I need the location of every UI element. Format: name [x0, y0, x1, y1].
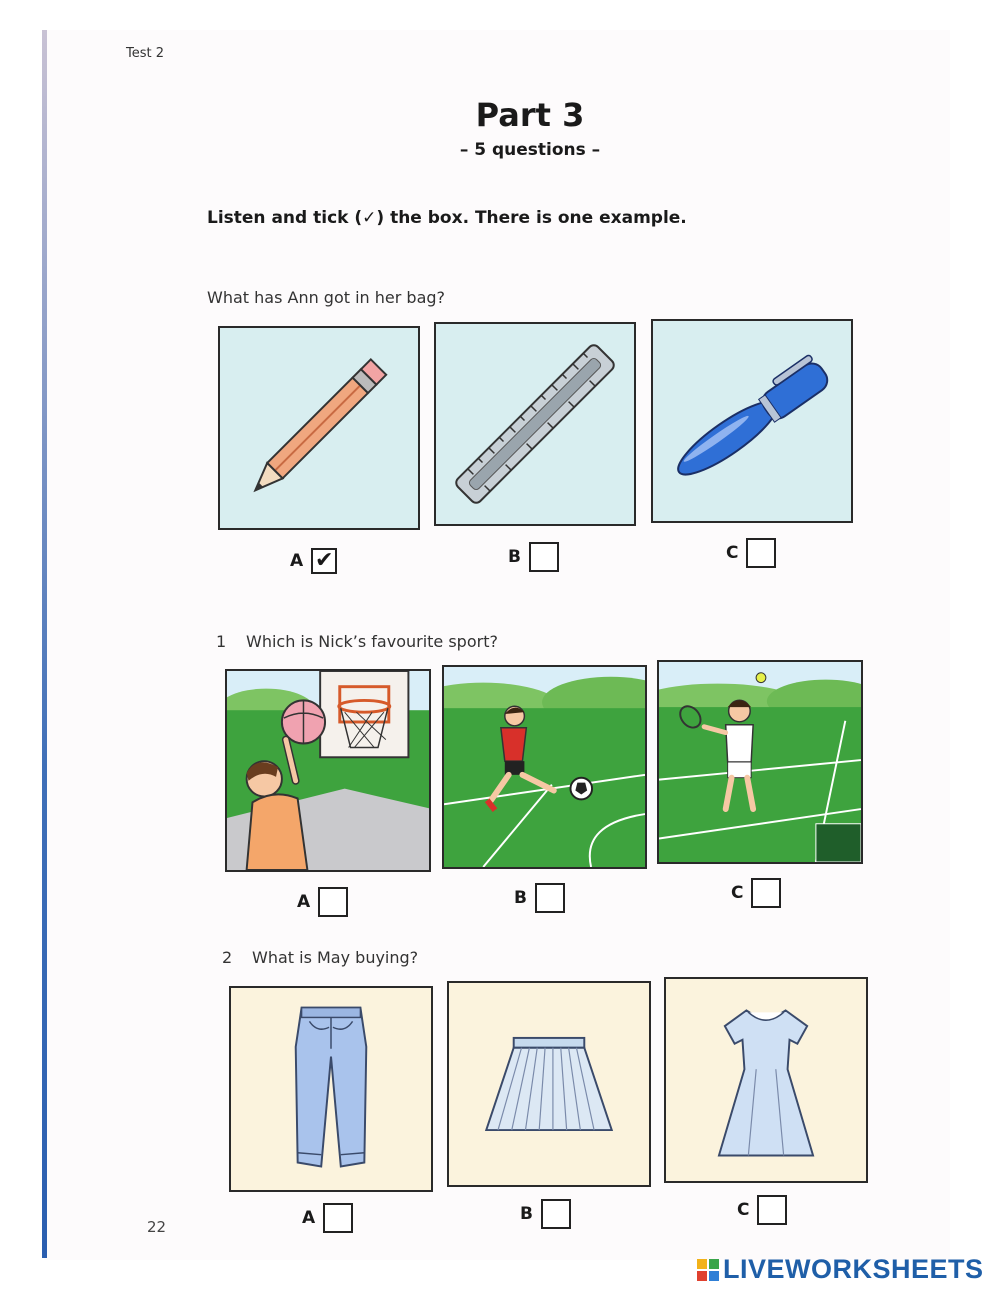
page-number: 22: [147, 1218, 167, 1236]
tick-box[interactable]: [751, 878, 781, 908]
option-a-choice: [290, 548, 337, 574]
ruler-icon: [436, 324, 634, 524]
skirt-icon: [449, 983, 649, 1185]
option-b-choice: [520, 1199, 571, 1229]
option-c-choice: [726, 538, 776, 568]
option-letter: B: [508, 547, 521, 567]
question-number: 1: [216, 632, 227, 651]
page-subtitle: – 5 questions –: [459, 140, 601, 160]
brand-name: LIVEWORKSHEETS: [723, 1254, 984, 1284]
option-letter: C: [731, 883, 744, 903]
dress-icon: [666, 979, 866, 1181]
liveworksheets-icon: [697, 1259, 719, 1281]
example-question: What has Ann got in her bag?: [207, 288, 446, 307]
option-b-picture[interactable]: [442, 665, 647, 869]
tick-box[interactable]: [541, 1199, 571, 1229]
option-letter: C: [726, 543, 739, 563]
tennis-icon: [659, 662, 861, 862]
option-b-picture[interactable]: [434, 322, 636, 526]
option-a-choice: [302, 1203, 353, 1233]
option-a-choice: [297, 887, 348, 917]
option-a-picture[interactable]: [225, 669, 431, 872]
basketball-icon: [227, 671, 429, 870]
option-b-choice: [514, 883, 565, 913]
tick-box[interactable]: [323, 1203, 353, 1233]
tick-box[interactable]: [746, 538, 776, 568]
football-icon: [444, 667, 645, 867]
question-text: Which is Nick’s favourite sport?: [246, 632, 498, 651]
tick-box[interactable]: [311, 548, 337, 574]
option-c-picture[interactable]: [657, 660, 863, 864]
tick-mark-icon: ✔: [314, 548, 334, 573]
question-text: What is May buying?: [252, 948, 419, 967]
option-b-choice: [508, 542, 559, 572]
option-letter: A: [290, 551, 304, 571]
option-a-picture[interactable]: [229, 986, 433, 1192]
option-c-picture[interactable]: [664, 977, 868, 1183]
tick-box[interactable]: [535, 883, 565, 913]
question-2: [222, 948, 418, 967]
option-letter: B: [514, 888, 527, 908]
option-letter: A: [302, 1208, 316, 1228]
pen-icon: [653, 321, 851, 521]
option-c-choice: [737, 1195, 787, 1225]
instruction: Listen and tick (✓) the box. There is one example.: [207, 208, 687, 228]
test-label: Test 2: [126, 46, 165, 61]
option-c-picture[interactable]: [651, 319, 853, 523]
option-a-picture[interactable]: [218, 326, 420, 530]
tick-box[interactable]: [529, 542, 559, 572]
option-c-choice: [731, 878, 781, 908]
option-letter: C: [737, 1200, 750, 1220]
page-edge: [42, 30, 47, 1258]
question-1: [216, 632, 498, 651]
page-title: Part 3: [475, 96, 585, 134]
question-number: 2: [222, 948, 233, 967]
option-letter: B: [520, 1204, 533, 1224]
tick-box[interactable]: [757, 1195, 787, 1225]
pencil-icon: [220, 328, 418, 528]
tick-box[interactable]: [318, 887, 348, 917]
brand-logo[interactable]: [697, 1254, 984, 1285]
option-letter: A: [297, 892, 311, 912]
trousers-icon: [231, 988, 431, 1190]
option-b-picture[interactable]: [447, 981, 651, 1187]
